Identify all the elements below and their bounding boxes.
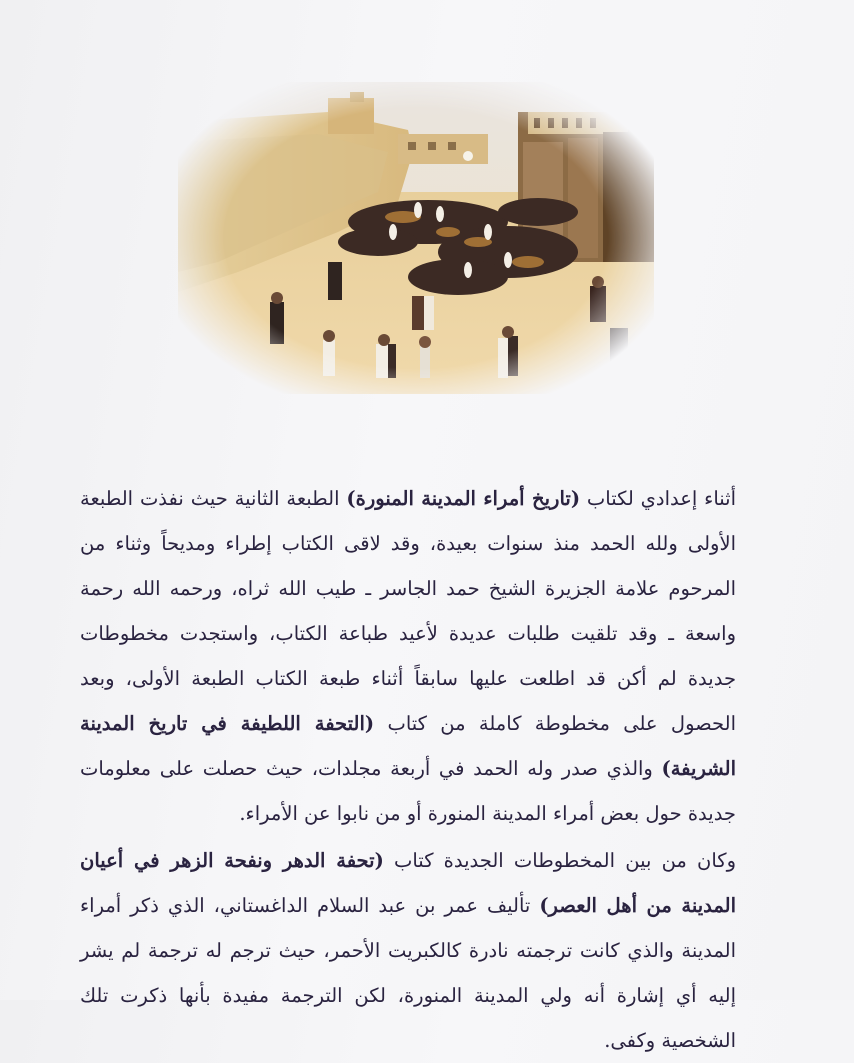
paragraph-2-text-end: تأليف عمر بن عبد السلام الداغستاني، الذي ذكر أمراء المدينة والذي كانت ترجمته نادرة كالكبريت الأحمر، حيث ترجم له ترجمة لم يشر إليه أي إشارة أنه ولي المدينة المنورة، لكن الترجمة مفيدة بأنها ذكرت تلك الشخصية وكفى. — [80, 894, 736, 1052]
body-text — [80, 476, 736, 1063]
book-title-tuhfa: (التحفة اللطيفة في تاريخ المدينة الشريفة) — [80, 712, 736, 780]
paragraph-1-text-middle: الطبعة الثانية حيث نفذت الطبعة الأولى ولله الحمد منذ سنوات بعيدة، وقد لاقى الكتاب إطراء ومديحاً وثناء من المرحوم علامة الجزيرة الشيخ حمد الجاسر ـ طيب الله ثراه، ورحمه الله رحمة واسعة ـ وقد تلقيت طلبات عديدة لأعيد طباعة الكتاب، واستجدت مخطوطات جديدة لم أكن قد اطلعت عليها سابقاً أثناء طبعة الكتاب الطبعة الأولى، وبعد الحصول على مخطوطة كاملة من كتاب — [80, 487, 737, 735]
paragraph-1 — [80, 476, 736, 836]
paragraph-2-text-start: وكان من بين المخطوطات الجديدة كتاب — [383, 849, 737, 872]
paragraph-2 — [80, 838, 736, 1063]
paragraph-1-text-end: والذي صدر وله الحمد في أربعة مجلدات، حيث حصلت على معلومات جديدة حول بعض أمراء المدينة المنورة أو من نابوا عن الأمراء. — [80, 757, 736, 825]
book-title-tarikh: (تاريخ أمراء المدينة المنورة) — [346, 487, 581, 510]
photo-icon — [178, 82, 654, 394]
market-crowd-photo — [178, 82, 654, 394]
paragraph-1-text-start: أثناء إعدادي لكتاب — [580, 487, 737, 510]
book-title-tuhfat-aldahr: (تحفة الدهر ونفحة الزهر في أعيان المدينة من أهل العصر) — [80, 849, 736, 917]
